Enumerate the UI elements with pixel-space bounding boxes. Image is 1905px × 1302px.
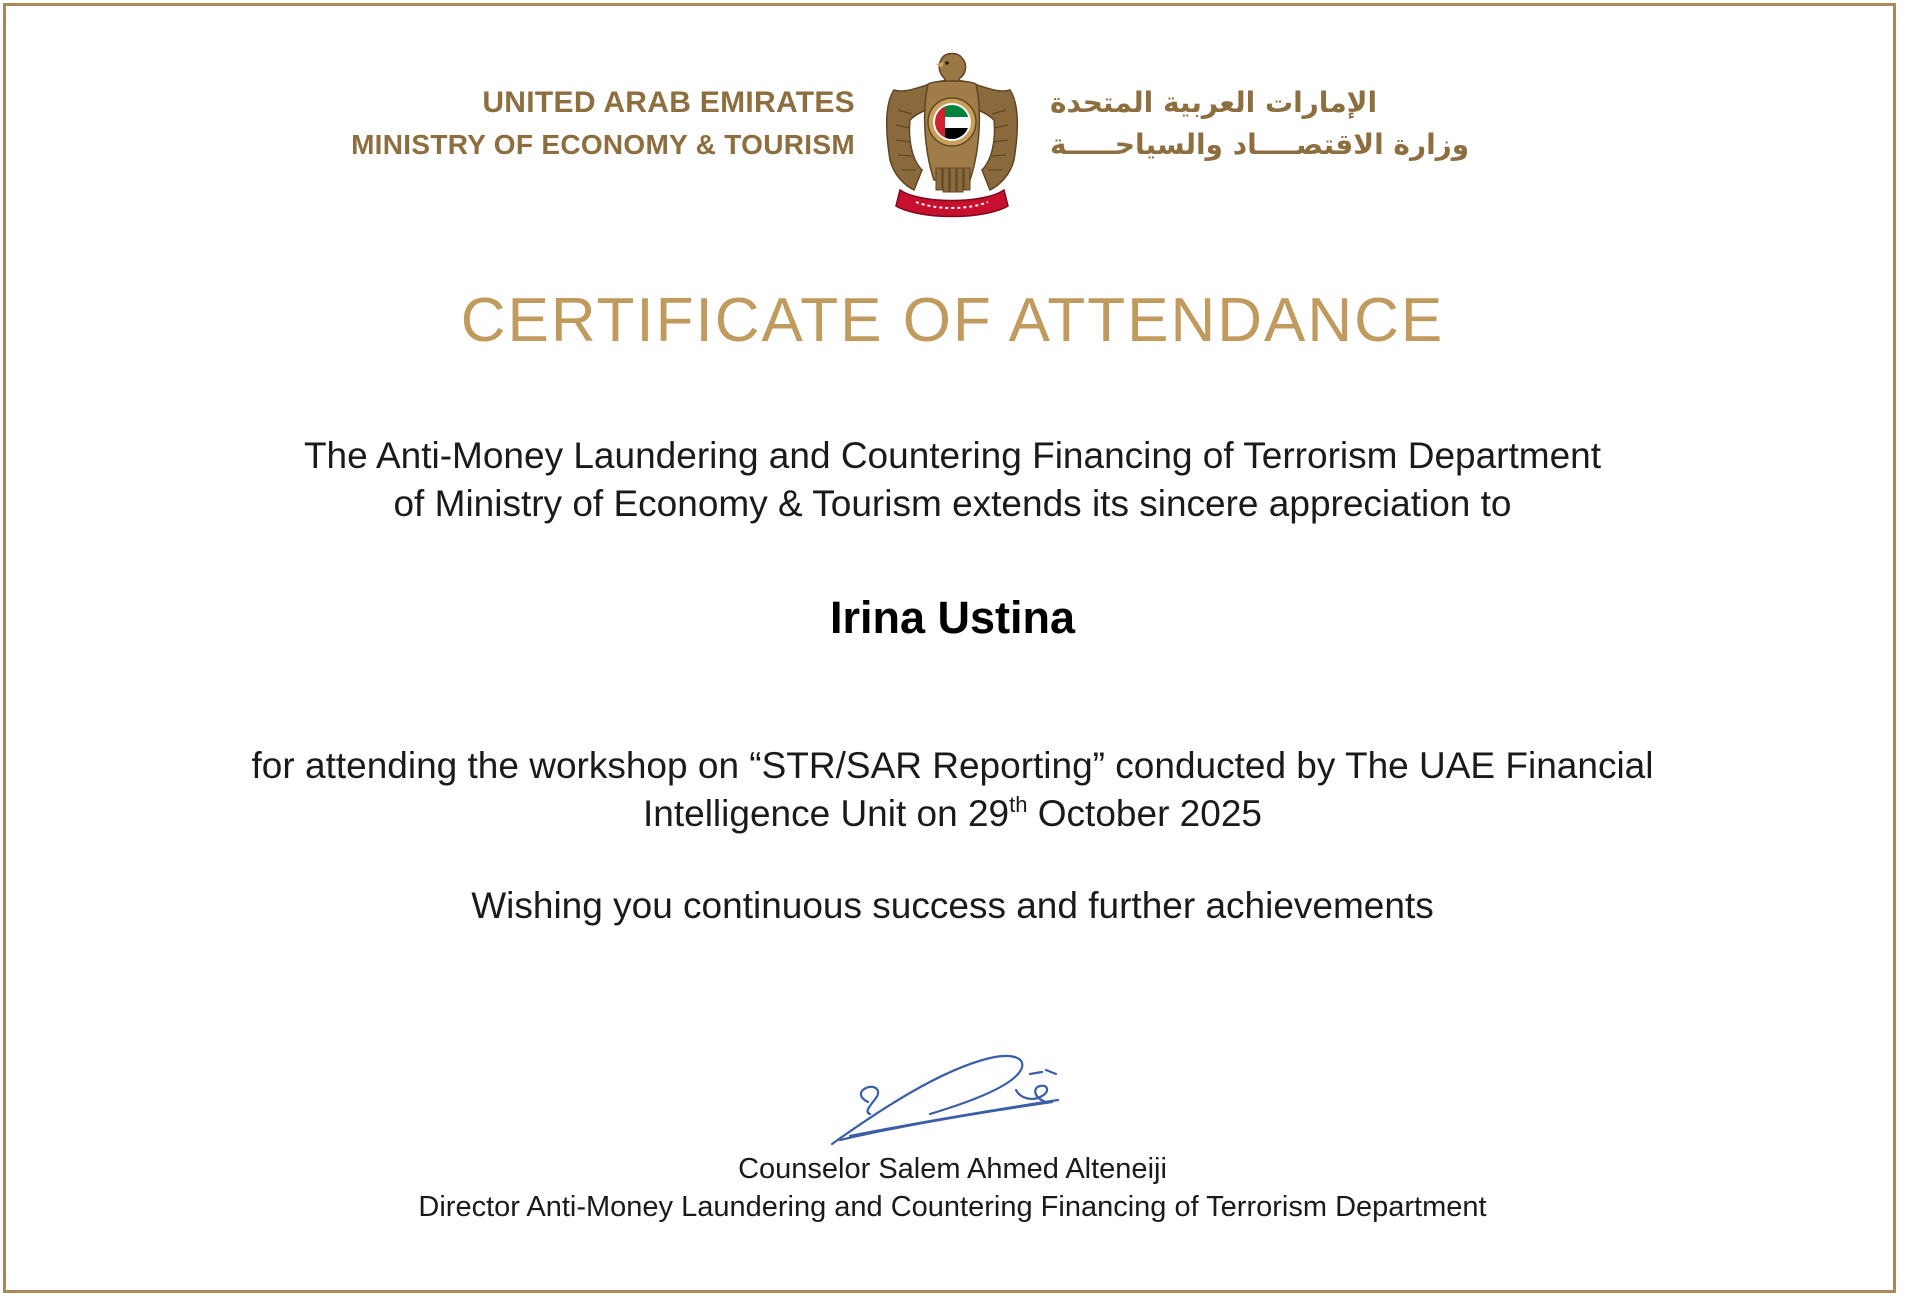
certificate-title: CERTIFICATE OF ATTENDANCE xyxy=(460,286,1445,355)
intro-line-2: of Ministry of Economy & Tourism extends its sincere appreciation to xyxy=(393,483,1512,524)
header-ministry-name: MINISTRY OF ECONOMY & TOURISM xyxy=(351,129,855,160)
reason-date-suffix: October 2025 xyxy=(1027,793,1262,834)
reason-date-ordinal: th xyxy=(1009,792,1028,817)
certificate-intro xyxy=(0,432,1905,528)
uae-falcon-emblem-icon xyxy=(880,50,1024,220)
intro-line-1: The Anti-Money Laundering and Countering Financing of Terrorism Department xyxy=(303,435,1602,476)
signatory-name: Counselor Salem Ahmed Alteneiji xyxy=(738,1153,1167,1185)
recipient-name: Irina Ustina xyxy=(829,592,1076,643)
reason-line-1: for attending the workshop on “STR/SAR Reporting” conducted by The UAE Financial xyxy=(251,745,1654,786)
header-arabic xyxy=(1050,82,1469,166)
handwritten-signature-icon xyxy=(820,1040,1080,1150)
certificate-reason xyxy=(0,742,1905,838)
signatory-block xyxy=(0,1150,1905,1226)
certificate-wish: Wishing you continuous success and further achievements xyxy=(471,885,1434,926)
header-country-name: UNITED ARAB EMIRATES xyxy=(482,86,855,119)
header-country-name-arabic: الإمارات العربية المتحدة xyxy=(1050,86,1378,119)
signatory-position: Director Anti-Money Laundering and Countering Financing of Terrorism Department xyxy=(418,1191,1487,1223)
reason-line-2 xyxy=(0,790,1905,838)
header-ministry-name-arabic: وزارة الاقتصــــاد والسياحـــــة xyxy=(1050,128,1470,161)
header-english xyxy=(351,82,855,166)
reason-date-prefix: Intelligence Unit on 29 xyxy=(643,793,1010,834)
